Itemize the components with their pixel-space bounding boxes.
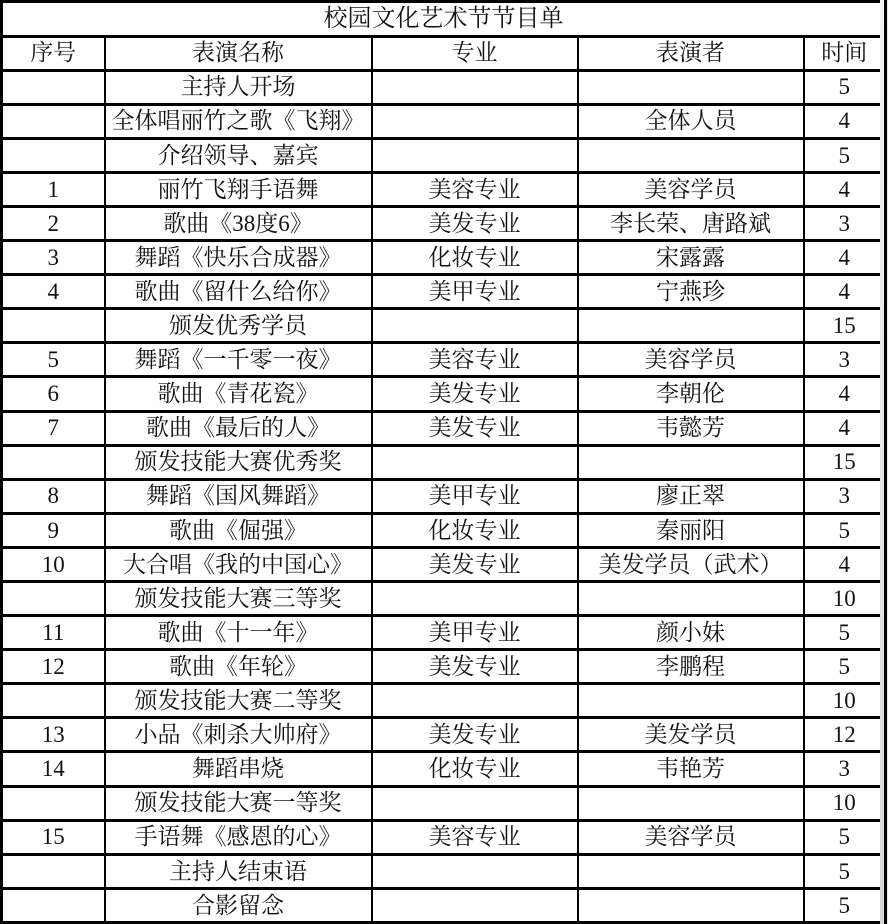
cell-time: 5 xyxy=(804,513,886,547)
cell-name: 歌曲《十一年》 xyxy=(105,616,372,650)
cell-num: 11 xyxy=(2,616,105,650)
cell-major: 美发专业 xyxy=(372,650,578,684)
cell-num xyxy=(2,684,105,718)
cell-performer: 李鹏程 xyxy=(578,650,804,684)
cell-major: 化妆专业 xyxy=(372,513,578,547)
cell-time: 10 xyxy=(804,684,886,718)
cell-name: 舞蹈《国风舞蹈》 xyxy=(105,479,372,513)
cell-time: 4 xyxy=(804,275,886,309)
cell-performer xyxy=(578,70,804,104)
cell-name: 介绍领导、嘉宾 xyxy=(105,138,372,172)
cell-time: 10 xyxy=(804,582,886,616)
cell-name: 颁发优秀学员 xyxy=(105,309,372,343)
cell-major: 美甲专业 xyxy=(372,616,578,650)
table-row xyxy=(2,718,886,752)
cell-major: 美甲专业 xyxy=(372,479,578,513)
cell-time: 5 xyxy=(804,820,886,854)
cell-performer: 美容学员 xyxy=(578,820,804,854)
cell-num: 6 xyxy=(2,377,105,411)
cell-num: 10 xyxy=(2,547,105,581)
table-row xyxy=(2,854,886,888)
cell-num: 12 xyxy=(2,650,105,684)
cell-num xyxy=(2,70,105,104)
cell-name: 歌曲《年轮》 xyxy=(105,650,372,684)
cell-name: 歌曲《最后的人》 xyxy=(105,411,372,445)
cell-major xyxy=(372,684,578,718)
cell-name: 颁发技能大赛一等奖 xyxy=(105,786,372,820)
cell-time: 3 xyxy=(804,206,886,240)
cell-major xyxy=(372,786,578,820)
cell-num xyxy=(2,445,105,479)
cell-num xyxy=(2,786,105,820)
cell-performer xyxy=(578,684,804,718)
table-row xyxy=(2,752,886,786)
cell-major: 美发专业 xyxy=(372,377,578,411)
table-row xyxy=(2,138,886,172)
table-row xyxy=(2,616,886,650)
cell-name: 丽竹飞翔手语舞 xyxy=(105,172,372,206)
table-row xyxy=(2,206,886,240)
cell-name: 歌曲《38度6》 xyxy=(105,206,372,240)
cell-performer xyxy=(578,445,804,479)
cell-time: 5 xyxy=(804,616,886,650)
table-row xyxy=(2,786,886,820)
cell-time: 3 xyxy=(804,479,886,513)
header-time: 时间 xyxy=(804,36,886,70)
cell-num xyxy=(2,309,105,343)
header-major: 专业 xyxy=(372,36,578,70)
cell-name: 歌曲《留什么给你》 xyxy=(105,275,372,309)
cell-num: 1 xyxy=(2,172,105,206)
cell-name: 合影留念 xyxy=(105,888,372,922)
cell-performer xyxy=(578,138,804,172)
cell-major: 美甲专业 xyxy=(372,275,578,309)
cell-major: 美发专业 xyxy=(372,718,578,752)
cell-performer xyxy=(578,309,804,343)
cell-performer: 秦丽阳 xyxy=(578,513,804,547)
cell-num: 3 xyxy=(2,241,105,275)
cell-major: 美容专业 xyxy=(372,343,578,377)
cell-major: 化妆专业 xyxy=(372,752,578,786)
cell-time: 15 xyxy=(804,445,886,479)
cell-performer: 美发学员（武术） xyxy=(578,547,804,581)
header-performer: 表演者 xyxy=(578,36,804,70)
table-row xyxy=(2,582,886,616)
table-row xyxy=(2,70,886,104)
cell-performer xyxy=(578,582,804,616)
cell-time: 4 xyxy=(804,411,886,445)
cell-time: 4 xyxy=(804,104,886,138)
cell-performer xyxy=(578,888,804,922)
cell-performer: 美容学员 xyxy=(578,343,804,377)
cell-time: 10 xyxy=(804,786,886,820)
table-row xyxy=(2,547,886,581)
cell-time: 5 xyxy=(804,70,886,104)
cell-name: 主持人结束语 xyxy=(105,854,372,888)
scan-edge-shading xyxy=(880,0,884,924)
cell-num: 14 xyxy=(2,752,105,786)
cell-major xyxy=(372,104,578,138)
cell-time: 4 xyxy=(804,547,886,581)
cell-num xyxy=(2,854,105,888)
cell-name: 舞蹈《一千零一夜》 xyxy=(105,343,372,377)
cell-performer: 廖正翠 xyxy=(578,479,804,513)
table-row xyxy=(2,104,886,138)
cell-time: 12 xyxy=(804,718,886,752)
cell-performer: 李朝伦 xyxy=(578,377,804,411)
cell-performer: 美发学员 xyxy=(578,718,804,752)
cell-major: 化妆专业 xyxy=(372,241,578,275)
cell-name: 颁发技能大赛三等奖 xyxy=(105,582,372,616)
table-row xyxy=(2,343,886,377)
cell-major: 美发专业 xyxy=(372,206,578,240)
cell-name: 歌曲《倔强》 xyxy=(105,513,372,547)
cell-time: 5 xyxy=(804,650,886,684)
cell-time: 4 xyxy=(804,241,886,275)
cell-time: 3 xyxy=(804,343,886,377)
header-name: 表演名称 xyxy=(105,36,372,70)
cell-num: 7 xyxy=(2,411,105,445)
cell-time: 5 xyxy=(804,854,886,888)
table-row xyxy=(2,888,886,922)
cell-time: 4 xyxy=(804,377,886,411)
cell-performer: 韦懿芳 xyxy=(578,411,804,445)
cell-performer: 颜小妹 xyxy=(578,616,804,650)
cell-time: 5 xyxy=(804,888,886,922)
cell-major xyxy=(372,445,578,479)
cell-name: 舞蹈《快乐合成器》 xyxy=(105,241,372,275)
page-title: 校园文化艺术节节目单 xyxy=(2,2,886,37)
cell-name: 手语舞《感恩的心》 xyxy=(105,820,372,854)
cell-major: 美容专业 xyxy=(372,820,578,854)
cell-major xyxy=(372,70,578,104)
table-row xyxy=(2,377,886,411)
table-row xyxy=(2,411,886,445)
cell-time: 4 xyxy=(804,172,886,206)
table-row xyxy=(2,275,886,309)
table-row xyxy=(2,513,886,547)
cell-performer xyxy=(578,786,804,820)
table-row xyxy=(2,820,886,854)
cell-num: 9 xyxy=(2,513,105,547)
table-row xyxy=(2,445,886,479)
cell-performer: 李长荣、唐路斌 xyxy=(578,206,804,240)
table-header-row xyxy=(2,36,886,70)
table-row xyxy=(2,479,886,513)
cell-name: 颁发技能大赛优秀奖 xyxy=(105,445,372,479)
cell-major xyxy=(372,888,578,922)
cell-performer xyxy=(578,854,804,888)
cell-num: 4 xyxy=(2,275,105,309)
header-num: 序号 xyxy=(2,36,105,70)
cell-num: 13 xyxy=(2,718,105,752)
cell-major: 美容专业 xyxy=(372,172,578,206)
cell-num xyxy=(2,138,105,172)
cell-name: 小品《刺杀大帅府》 xyxy=(105,718,372,752)
cell-name: 舞蹈串烧 xyxy=(105,752,372,786)
cell-major: 美发专业 xyxy=(372,411,578,445)
cell-name: 歌曲《青花瓷》 xyxy=(105,377,372,411)
cell-performer: 宋露露 xyxy=(578,241,804,275)
cell-num: 2 xyxy=(2,206,105,240)
cell-num: 5 xyxy=(2,343,105,377)
cell-performer: 全体人员 xyxy=(578,104,804,138)
cell-name: 主持人开场 xyxy=(105,70,372,104)
cell-time: 5 xyxy=(804,138,886,172)
table-title-row xyxy=(2,2,886,37)
cell-num xyxy=(2,104,105,138)
cell-performer: 宁燕珍 xyxy=(578,275,804,309)
table-row xyxy=(2,650,886,684)
cell-num xyxy=(2,888,105,922)
cell-major xyxy=(372,309,578,343)
cell-major xyxy=(372,854,578,888)
table-row xyxy=(2,241,886,275)
cell-major: 美发专业 xyxy=(372,547,578,581)
table-row xyxy=(2,172,886,206)
cell-major xyxy=(372,138,578,172)
cell-name: 颁发技能大赛二等奖 xyxy=(105,684,372,718)
cell-major xyxy=(372,582,578,616)
cell-name: 大合唱《我的中国心》 xyxy=(105,547,372,581)
cell-time: 15 xyxy=(804,309,886,343)
table-row xyxy=(2,684,886,718)
cell-time: 3 xyxy=(804,752,886,786)
cell-name: 全体唱丽竹之歌《飞翔》 xyxy=(105,104,372,138)
cell-performer: 韦艳芳 xyxy=(578,752,804,786)
cell-num xyxy=(2,582,105,616)
cell-num: 15 xyxy=(2,820,105,854)
cell-performer: 美容学员 xyxy=(578,172,804,206)
cell-num: 8 xyxy=(2,479,105,513)
table-row xyxy=(2,309,886,343)
